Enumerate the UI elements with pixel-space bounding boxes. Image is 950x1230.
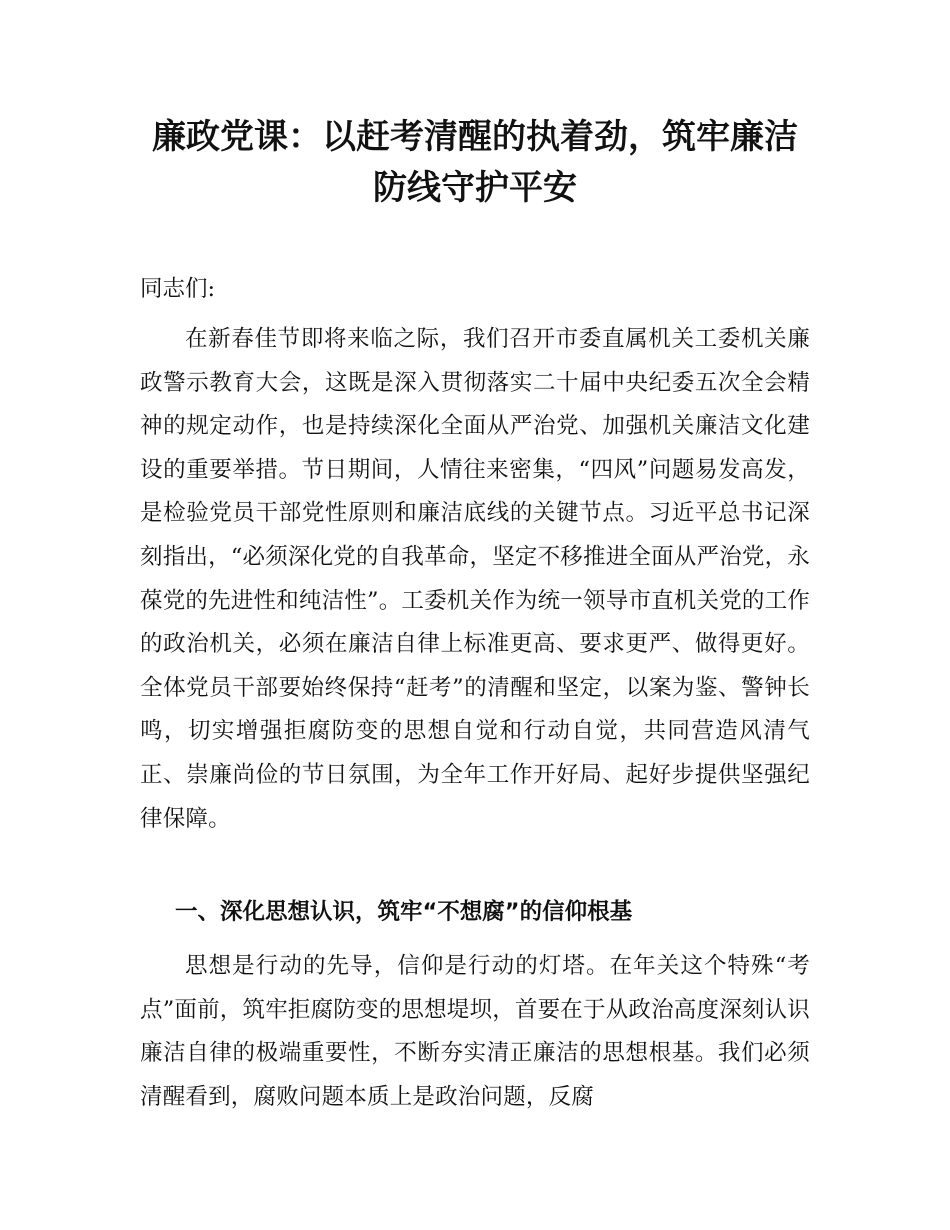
section-heading-1: 一、深化思想认识，筑牢“不想腐”的信仰根基 (175, 899, 633, 925)
title-line-1: 廉政党课：以赶考清醒的执着劲，筑牢廉洁 (152, 117, 798, 157)
title-line-2: 防线守护平安 (373, 168, 577, 208)
body-paragraph-1: 在新春佳节即将来临之际，我们召开市委直属机关工委机关廉政警示教育大会，这既是深入贯彻落实二十届中央纪委五次全会精神的规定动作，也是持续深化全面从严治党、加强机关廉洁文化建设的重要举措。节日期间，人情往来密集，“四风”问题易发高发，是检验党员干部党性原则和廉洁底线的关键节点。习近平总书记深刻指出，“必须深化党的自我革命，坚定不移推进全面从严治党，永葆党的先进性和纯洁性”。工委机关作为统一领导市直机关党的工作的政治机关，必须在廉洁自律上标准更高、要求更严、做得更好。全体党员干部要始终保持“赶考”的清醒和坚定，以案为鉴、警钟长鸣，切实增强拒腐防变的思想自觉和行动自觉，共同营造风清气正、崇廉尚俭的节日氛围，为全年工作开好局、起好步提供坚强纪律保障。 (140, 326, 811, 832)
body-paragraph-2: 思想是行动的先导，信仰是行动的灯塔。在年关这个特殊“考点”面前，筑牢拒腐防变的思想堤坝，首要在于从政治高度深刻认识廉洁自律的极端重要性，不断夯实清正廉洁的思想根基。我们必须清醒看到，腐败问题本质上是政治问题，反腐 (140, 953, 811, 1110)
salutation: 同志们: (140, 276, 216, 302)
document-title (130, 112, 820, 214)
